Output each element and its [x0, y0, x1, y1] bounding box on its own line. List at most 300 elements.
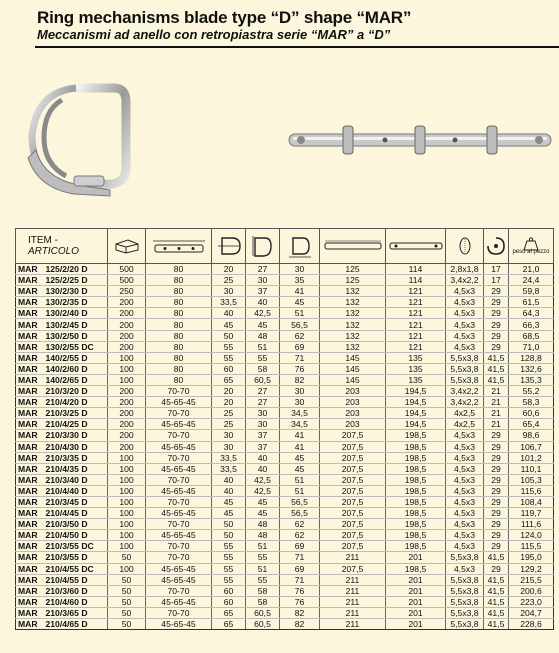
- header-width-icon: [280, 229, 320, 264]
- cell-qty-per-box: 100: [108, 563, 146, 574]
- header-item-label: ITEM -: [28, 235, 58, 246]
- cell-ring-section: 21: [484, 408, 509, 419]
- cell-ring-width: 51: [280, 474, 320, 485]
- cell-plate-length: 145: [320, 352, 386, 363]
- cell-ring-pitch: 45-65-45: [146, 596, 212, 607]
- table-row: [16, 463, 554, 474]
- cell-plate-length: 211: [320, 607, 386, 618]
- cell-ring-pitch: 45-65-45: [146, 419, 212, 430]
- cell-series: MAR: [16, 485, 44, 496]
- ring-section-icon: [485, 235, 507, 257]
- cell-plate-length: 132: [320, 319, 386, 330]
- header-weight: [509, 229, 554, 264]
- cell-slot-size: 4,5x3: [446, 330, 484, 341]
- cell-qty-per-box: 200: [108, 386, 146, 397]
- cell-hole-distance: 114: [386, 264, 446, 275]
- cell-series: MAR: [16, 519, 44, 530]
- cell-weight: 61,5: [509, 297, 554, 308]
- cell-plate-length: 132: [320, 286, 386, 297]
- cell-ring-section: 41,5: [484, 619, 509, 630]
- cell-ring-section: 29: [484, 541, 509, 552]
- cell-plate-length: 203: [320, 386, 386, 397]
- cell-ring-section: 41,5: [484, 374, 509, 385]
- cell-ring-width: 71: [280, 352, 320, 363]
- title-rule: [35, 46, 559, 48]
- cell-capacity: 50: [212, 519, 246, 530]
- table-row: [16, 607, 554, 618]
- cell-capacity: 65: [212, 374, 246, 385]
- cell-series: MAR: [16, 585, 44, 596]
- cell-slot-size: 5,5x3,8: [446, 607, 484, 618]
- cell-qty-per-box: 200: [108, 408, 146, 419]
- cell-qty-per-box: 200: [108, 397, 146, 408]
- cell-plate-length: 207,5: [320, 452, 386, 463]
- cell-slot-size: 4,5x3: [446, 308, 484, 319]
- cell-ring-section: 41,5: [484, 596, 509, 607]
- cell-weight: 129,2: [509, 563, 554, 574]
- cell-plate-length: 207,5: [320, 530, 386, 541]
- cell-ring-width: 62: [280, 530, 320, 541]
- table-row: [16, 530, 554, 541]
- cell-ring-pitch: 80: [146, 330, 212, 341]
- cell-ring-section: 29: [484, 508, 509, 519]
- cell-capacity: 55: [212, 352, 246, 363]
- cell-plate-length: 211: [320, 619, 386, 630]
- cell-ring-pitch: 80: [146, 264, 212, 275]
- ring-width-icon: [287, 234, 313, 258]
- cell-series: MAR: [16, 419, 44, 430]
- table-row: [16, 619, 554, 630]
- table-row: [16, 430, 554, 441]
- table-body: [16, 264, 554, 630]
- cell-weight: 223,0: [509, 596, 554, 607]
- cell-plate-length: 132: [320, 308, 386, 319]
- header-slot-icon: [446, 229, 484, 264]
- cell-hole-distance: 121: [386, 308, 446, 319]
- table-row: [16, 441, 554, 452]
- cell-ring-height: 37: [246, 441, 280, 452]
- cell-weight: 204,7: [509, 607, 554, 618]
- cell-code: 210/3/35 D: [44, 452, 108, 463]
- cell-code: 210/3/40 D: [44, 474, 108, 485]
- cell-ring-height: 27: [246, 397, 280, 408]
- cell-weight: 64,3: [509, 308, 554, 319]
- cell-slot-size: 5,5x3,8: [446, 363, 484, 374]
- cell-capacity: 45: [212, 508, 246, 519]
- cell-ring-pitch: 80: [146, 374, 212, 385]
- cell-slot-size: 4,5x3: [446, 474, 484, 485]
- cell-ring-width: 69: [280, 341, 320, 352]
- cell-ring-section: 41,5: [484, 585, 509, 596]
- cell-ring-pitch: 80: [146, 275, 212, 286]
- cell-qty-per-box: 200: [108, 430, 146, 441]
- plate-holes-icon: [388, 240, 444, 252]
- cell-ring-width: 45: [280, 297, 320, 308]
- cell-code: 210/3/45 D: [44, 496, 108, 507]
- cell-ring-pitch: 70-70: [146, 585, 212, 596]
- cell-code: 130/2/30 D: [44, 286, 108, 297]
- cell-series: MAR: [16, 408, 44, 419]
- cell-weight: 66,3: [509, 319, 554, 330]
- cell-hole-distance: 135: [386, 363, 446, 374]
- cell-ring-width: 56,5: [280, 496, 320, 507]
- cell-plate-length: 207,5: [320, 441, 386, 452]
- cell-code: 210/3/65 D: [44, 607, 108, 618]
- cell-code: 140/2/60 D: [44, 363, 108, 374]
- cell-weight: 135,3: [509, 374, 554, 385]
- table-row: [16, 519, 554, 530]
- cell-series: MAR: [16, 341, 44, 352]
- ring-mechanism-photo: [14, 80, 134, 200]
- cell-ring-section: 29: [484, 341, 509, 352]
- cell-slot-size: 5,5x3,8: [446, 596, 484, 607]
- cell-code: 130/2/55 DC: [44, 341, 108, 352]
- cell-series: MAR: [16, 596, 44, 607]
- cell-code: 210/4/45 D: [44, 508, 108, 519]
- cell-qty-per-box: 200: [108, 441, 146, 452]
- cell-ring-width: 76: [280, 596, 320, 607]
- cell-capacity: 55: [212, 341, 246, 352]
- cell-slot-size: 4,5x3: [446, 319, 484, 330]
- cell-qty-per-box: 100: [108, 352, 146, 363]
- cell-series: MAR: [16, 397, 44, 408]
- cell-capacity: 55: [212, 541, 246, 552]
- cell-ring-width: 69: [280, 563, 320, 574]
- cell-ring-pitch: 45-65-45: [146, 397, 212, 408]
- cell-ring-section: 29: [484, 330, 509, 341]
- cell-plate-length: 145: [320, 374, 386, 385]
- cell-capacity: 65: [212, 607, 246, 618]
- cell-capacity: 20: [212, 386, 246, 397]
- cell-slot-size: 4,5x3: [446, 496, 484, 507]
- cell-ring-height: 55: [246, 352, 280, 363]
- cell-ring-pitch: 70-70: [146, 496, 212, 507]
- cell-plate-length: 207,5: [320, 496, 386, 507]
- cell-capacity: 20: [212, 264, 246, 275]
- cell-ring-pitch: 80: [146, 363, 212, 374]
- cell-weight: 98,6: [509, 430, 554, 441]
- cell-hole-distance: 198,5: [386, 530, 446, 541]
- cell-hole-distance: 121: [386, 297, 446, 308]
- cell-code: 210/3/55 D: [44, 552, 108, 563]
- cell-weight: 228,6: [509, 619, 554, 630]
- cell-series: MAR: [16, 474, 44, 485]
- cell-plate-length: 125: [320, 275, 386, 286]
- cell-ring-height: 30: [246, 419, 280, 430]
- cell-weight: 110,1: [509, 463, 554, 474]
- cell-weight: 111,6: [509, 519, 554, 530]
- cell-ring-section: 29: [484, 297, 509, 308]
- cell-hole-distance: 198,5: [386, 474, 446, 485]
- cell-plate-length: 207,5: [320, 463, 386, 474]
- cell-capacity: 25: [212, 275, 246, 286]
- header-length-icon: [320, 229, 386, 264]
- cell-weight: 124,0: [509, 530, 554, 541]
- page-subtitle: Meccanismi ad anello con retropiastra serie “MAR” a “D”: [37, 27, 391, 42]
- cell-ring-height: 48: [246, 530, 280, 541]
- header-item: [16, 229, 108, 264]
- cell-weight: 68,5: [509, 330, 554, 341]
- cell-hole-distance: 201: [386, 552, 446, 563]
- cell-ring-height: 40: [246, 452, 280, 463]
- cell-ring-section: 21: [484, 386, 509, 397]
- cell-slot-size: 4,5x3: [446, 541, 484, 552]
- cell-slot-size: 3,4x2,2: [446, 386, 484, 397]
- table-row: [16, 419, 554, 430]
- cell-qty-per-box: 100: [108, 463, 146, 474]
- cell-qty-per-box: 100: [108, 452, 146, 463]
- cell-code: 210/4/55 DC: [44, 563, 108, 574]
- table-row: [16, 508, 554, 519]
- cell-qty-per-box: 100: [108, 508, 146, 519]
- cell-ring-height: 27: [246, 386, 280, 397]
- cell-qty-per-box: 200: [108, 297, 146, 308]
- weight-label: peso al pezzo: [512, 249, 550, 255]
- table-row: [16, 264, 554, 275]
- cell-slot-size: 4,5x3: [446, 530, 484, 541]
- table-row: [16, 308, 554, 319]
- cell-ring-pitch: 45-65-45: [146, 563, 212, 574]
- cell-plate-length: 132: [320, 341, 386, 352]
- cell-series: MAR: [16, 552, 44, 563]
- cell-slot-size: 5,5x3,8: [446, 585, 484, 596]
- cell-ring-height: 58: [246, 596, 280, 607]
- cell-series: MAR: [16, 264, 44, 275]
- cell-capacity: 50: [212, 330, 246, 341]
- cell-hole-distance: 198,5: [386, 519, 446, 530]
- cell-plate-length: 211: [320, 574, 386, 585]
- cell-weight: 108,4: [509, 496, 554, 507]
- cell-hole-distance: 194,5: [386, 408, 446, 419]
- table-row: [16, 574, 554, 585]
- cell-ring-width: 45: [280, 452, 320, 463]
- cell-ring-pitch: 80: [146, 319, 212, 330]
- cell-ring-height: 60,5: [246, 619, 280, 630]
- table-row: [16, 341, 554, 352]
- cell-qty-per-box: 100: [108, 496, 146, 507]
- header-capacity-icon: [212, 229, 246, 264]
- cell-ring-width: 35: [280, 275, 320, 286]
- cell-code: 210/4/20 D: [44, 397, 108, 408]
- cell-ring-width: 71: [280, 552, 320, 563]
- table-row: [16, 552, 554, 563]
- cell-ring-pitch: 80: [146, 297, 212, 308]
- cell-series: MAR: [16, 386, 44, 397]
- table-row: [16, 386, 554, 397]
- cell-plate-length: 207,5: [320, 541, 386, 552]
- cell-hole-distance: 201: [386, 585, 446, 596]
- cell-ring-section: 41,5: [484, 552, 509, 563]
- cell-code: 210/4/60 D: [44, 596, 108, 607]
- cell-ring-section: 29: [484, 441, 509, 452]
- cell-slot-size: 4x2,5: [446, 408, 484, 419]
- cell-capacity: 30: [212, 430, 246, 441]
- cell-capacity: 30: [212, 441, 246, 452]
- cell-series: MAR: [16, 496, 44, 507]
- cell-hole-distance: 121: [386, 286, 446, 297]
- cell-ring-height: 48: [246, 330, 280, 341]
- cell-weight: 115,5: [509, 541, 554, 552]
- cell-slot-size: 3,4x2,2: [446, 275, 484, 286]
- cell-weight: 71,0: [509, 341, 554, 352]
- cell-series: MAR: [16, 319, 44, 330]
- cell-hole-distance: 198,5: [386, 452, 446, 463]
- cell-code: 210/3/60 D: [44, 585, 108, 596]
- plate-length-icon: [323, 240, 383, 252]
- header-item-italic: ARTICOLO: [28, 246, 79, 257]
- cell-weight: 101,2: [509, 452, 554, 463]
- cell-ring-pitch: 70-70: [146, 386, 212, 397]
- cell-hole-distance: 198,5: [386, 496, 446, 507]
- table-row: [16, 408, 554, 419]
- cell-ring-width: 56,5: [280, 319, 320, 330]
- cell-ring-width: 71: [280, 574, 320, 585]
- cell-ring-width: 34,5: [280, 419, 320, 430]
- header-section-icon: [484, 229, 509, 264]
- cell-ring-height: 51: [246, 341, 280, 352]
- cell-ring-height: 42,5: [246, 485, 280, 496]
- cell-slot-size: 4,5x3: [446, 519, 484, 530]
- cell-capacity: 30: [212, 286, 246, 297]
- cell-series: MAR: [16, 508, 44, 519]
- cell-qty-per-box: 100: [108, 474, 146, 485]
- cell-qty-per-box: 50: [108, 619, 146, 630]
- cell-slot-size: 4,5x3: [446, 441, 484, 452]
- cell-hole-distance: 121: [386, 341, 446, 352]
- cell-slot-size: 3,4x2,2: [446, 397, 484, 408]
- cell-ring-pitch: 70-70: [146, 519, 212, 530]
- cell-hole-distance: 194,5: [386, 419, 446, 430]
- cell-capacity: 60: [212, 363, 246, 374]
- cell-qty-per-box: 50: [108, 585, 146, 596]
- cell-ring-section: 29: [484, 485, 509, 496]
- cell-ring-pitch: 70-70: [146, 430, 212, 441]
- cell-ring-section: 29: [484, 563, 509, 574]
- cell-capacity: 45: [212, 319, 246, 330]
- cell-hole-distance: 198,5: [386, 563, 446, 574]
- cell-hole-distance: 201: [386, 574, 446, 585]
- cell-ring-height: 60,5: [246, 607, 280, 618]
- cell-weight: 106,7: [509, 441, 554, 452]
- cell-ring-width: 41: [280, 430, 320, 441]
- cell-series: MAR: [16, 563, 44, 574]
- cell-series: MAR: [16, 374, 44, 385]
- table-row: [16, 474, 554, 485]
- cell-plate-length: 203: [320, 419, 386, 430]
- cell-ring-width: 51: [280, 308, 320, 319]
- cell-qty-per-box: 50: [108, 607, 146, 618]
- cell-ring-width: 30: [280, 397, 320, 408]
- cell-plate-length: 132: [320, 330, 386, 341]
- cell-series: MAR: [16, 607, 44, 618]
- cell-ring-pitch: 45-65-45: [146, 574, 212, 585]
- cell-ring-pitch: 70-70: [146, 452, 212, 463]
- cell-code: 140/2/55 D: [44, 352, 108, 363]
- cell-weight: 128,8: [509, 352, 554, 363]
- cell-slot-size: 4,5x3: [446, 463, 484, 474]
- cell-weight: 119,7: [509, 508, 554, 519]
- cell-weight: 24,4: [509, 275, 554, 286]
- cell-series: MAR: [16, 530, 44, 541]
- cell-slot-size: 4,5x3: [446, 563, 484, 574]
- cell-qty-per-box: 100: [108, 374, 146, 385]
- header-holes-icon: [386, 229, 446, 264]
- cell-capacity: 25: [212, 419, 246, 430]
- cell-slot-size: 4,5x3: [446, 508, 484, 519]
- cell-hole-distance: 121: [386, 330, 446, 341]
- table-row: [16, 363, 554, 374]
- cell-hole-distance: 194,5: [386, 386, 446, 397]
- cell-qty-per-box: 200: [108, 308, 146, 319]
- cell-capacity: 55: [212, 552, 246, 563]
- cell-series: MAR: [16, 330, 44, 341]
- cell-ring-height: 55: [246, 552, 280, 563]
- cell-hole-distance: 198,5: [386, 430, 446, 441]
- cell-plate-length: 207,5: [320, 563, 386, 574]
- cell-code: 210/4/25 D: [44, 419, 108, 430]
- cell-qty-per-box: 50: [108, 596, 146, 607]
- cell-qty-per-box: 50: [108, 552, 146, 563]
- cell-ring-section: 21: [484, 419, 509, 430]
- cell-slot-size: 4,5x3: [446, 430, 484, 441]
- cell-ring-width: 62: [280, 519, 320, 530]
- table-row: [16, 596, 554, 607]
- cell-ring-section: 29: [484, 519, 509, 530]
- cell-ring-height: 30: [246, 408, 280, 419]
- cell-weight: 59,8: [509, 286, 554, 297]
- cell-ring-height: 45: [246, 508, 280, 519]
- cell-hole-distance: 198,5: [386, 485, 446, 496]
- cell-ring-section: 29: [484, 319, 509, 330]
- cell-code: 210/3/30 D: [44, 430, 108, 441]
- cell-code: 210/3/55 DC: [44, 541, 108, 552]
- cell-ring-pitch: 45-65-45: [146, 463, 212, 474]
- cell-capacity: 55: [212, 574, 246, 585]
- cell-code: 210/4/65 D: [44, 619, 108, 630]
- cell-plate-length: 207,5: [320, 474, 386, 485]
- cell-weight: 58,3: [509, 397, 554, 408]
- cell-ring-section: 21: [484, 397, 509, 408]
- cell-hole-distance: 194,5: [386, 397, 446, 408]
- cell-code: 210/4/55 D: [44, 574, 108, 585]
- box-icon: [114, 238, 140, 254]
- ring-height-icon: [251, 234, 275, 258]
- mechanism-bar-photo: [285, 122, 555, 158]
- cell-plate-length: 145: [320, 363, 386, 374]
- cell-qty-per-box: 100: [108, 519, 146, 530]
- cell-ring-section: 41,5: [484, 574, 509, 585]
- cell-hole-distance: 198,5: [386, 541, 446, 552]
- cell-ring-height: 60,5: [246, 374, 280, 385]
- cell-capacity: 65: [212, 619, 246, 630]
- cell-capacity: 55: [212, 563, 246, 574]
- cell-ring-height: 30: [246, 275, 280, 286]
- cell-code: 140/2/65 D: [44, 374, 108, 385]
- cell-code: 210/4/35 D: [44, 463, 108, 474]
- cell-qty-per-box: 200: [108, 419, 146, 430]
- cell-slot-size: 4,5x3: [446, 341, 484, 352]
- cell-capacity: 40: [212, 308, 246, 319]
- cell-ring-width: 41: [280, 286, 320, 297]
- table-row: [16, 374, 554, 385]
- cell-ring-width: 34,5: [280, 408, 320, 419]
- cell-ring-section: 41,5: [484, 607, 509, 618]
- cell-series: MAR: [16, 441, 44, 452]
- cell-ring-height: 42,5: [246, 474, 280, 485]
- pitch-icon: [151, 237, 207, 255]
- cell-series: MAR: [16, 619, 44, 630]
- cell-plate-length: 207,5: [320, 508, 386, 519]
